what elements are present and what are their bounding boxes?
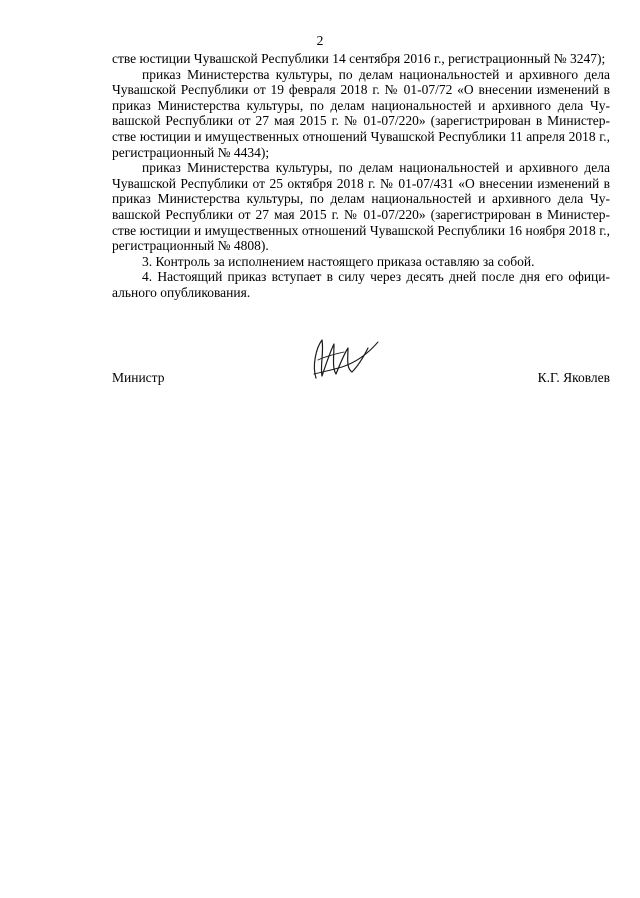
page-number: 2 xyxy=(316,33,324,48)
signer-name: К.Г. Яковлев xyxy=(537,370,610,385)
paragraph-order-2018-02: приказ Министерства культуры, по делам национальностей и архивного дела Чувашской Республики от 19 февраля 2018 г. № 01-07/72 «О внесении изменений в приказ Министерства культуры, по делам национальностей и архивного дела Чу-вашской Республики от 27 мая 2015 г. № 01-07/220» (зарегистрирован в Министер-стве юстиции и имущественных отношений Чувашской Республики 11 апреля 2018 г., регистрационный № 4434); xyxy=(112,66,610,160)
paragraph-order-2018-10: приказ Министерства культуры, по делам национальностей и архивного дела Чувашской Республики от 25 октября 2018 г. № 01-07/431 «О внесении изменений в приказ Министерства культуры, по делам национальностей и архивного дела Чу-вашской Республики от 27 мая 2015 г. № 01-07/220» (зарегистрирован в Министер-стве юстиции и имущественных отношений Чувашской Республики 16 ноября 2018 г., регистрационный № 4808). xyxy=(112,160,610,254)
signature-block xyxy=(112,370,610,394)
paragraph-item-4: 4. Настоящий приказ вступает в силу через десять дней после дня его офици-ального опубликования. xyxy=(112,269,610,300)
handwritten-signature-icon xyxy=(308,332,382,382)
paragraph-continuation: стве юстиции Чувашской Республики 14 сентября 2016 г., регистрационный № 3247); xyxy=(112,51,606,66)
position-title: Министр xyxy=(112,370,165,385)
document-body xyxy=(112,51,610,301)
paragraph-item-3: 3. Контроль за исполнением настоящего приказа оставляю за собой. xyxy=(142,253,535,269)
